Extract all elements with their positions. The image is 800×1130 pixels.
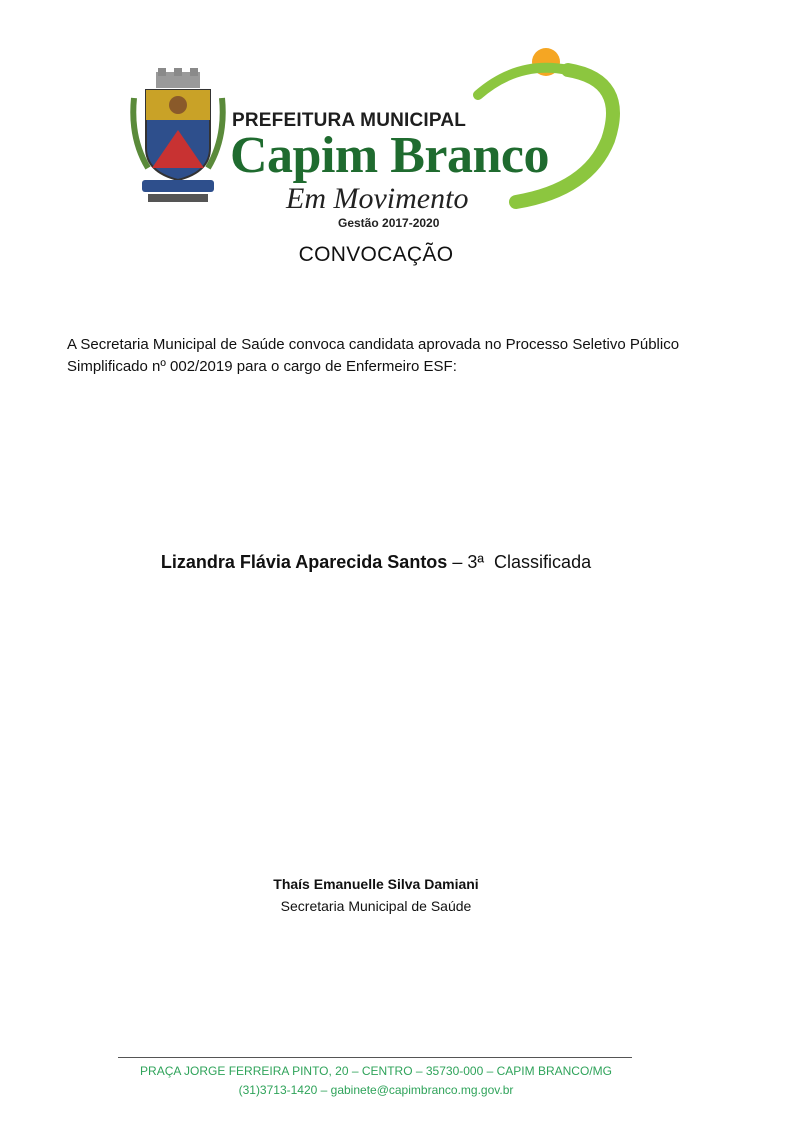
candidate-classification: Classificada xyxy=(494,552,592,572)
coat-of-arms-icon xyxy=(128,68,228,208)
intro-paragraph xyxy=(67,334,687,378)
footer-contact: (31)3713-1420 – gabinete@capimbranco.mg.gov.br xyxy=(238,1083,514,1097)
document-title: CONVOCAÇÃO xyxy=(298,243,454,266)
letterhead xyxy=(128,40,628,230)
organization-name: PREFEITURA MUNICIPAL xyxy=(232,110,467,131)
slogan: Em Movimento xyxy=(286,182,469,215)
footer xyxy=(0,1062,752,1100)
term-label: Gestão 2017-2020 xyxy=(338,216,440,230)
brand-title: Capim Branco xyxy=(230,127,549,184)
footer-divider xyxy=(118,1057,632,1058)
signatory-name: Thaís Emanuelle Silva Damiani xyxy=(273,876,479,892)
candidate-separator: – xyxy=(447,552,468,572)
brand-swoosh-icon xyxy=(458,40,648,210)
intro-line: Simplificado nº 002/2019 para o cargo de Enfermeiro ESF: xyxy=(67,358,457,375)
candidate-entry xyxy=(0,552,752,573)
footer-address: PRAÇA JORGE FERREIRA PINTO, 20 – CENTRO – 35730-000 – CAPIM BRANCO/MG xyxy=(140,1064,612,1078)
candidate-rank: 3ª xyxy=(467,552,485,572)
candidate-name: Lizandra Flávia Aparecida Santos xyxy=(160,552,448,572)
signatory-role: Secretaria Municipal de Saúde xyxy=(280,898,472,914)
signature-block xyxy=(0,873,752,917)
intro-line: A Secretaria Municipal de Saúde convoca candidata aprovada no Processo Seletivo Público xyxy=(67,336,680,353)
